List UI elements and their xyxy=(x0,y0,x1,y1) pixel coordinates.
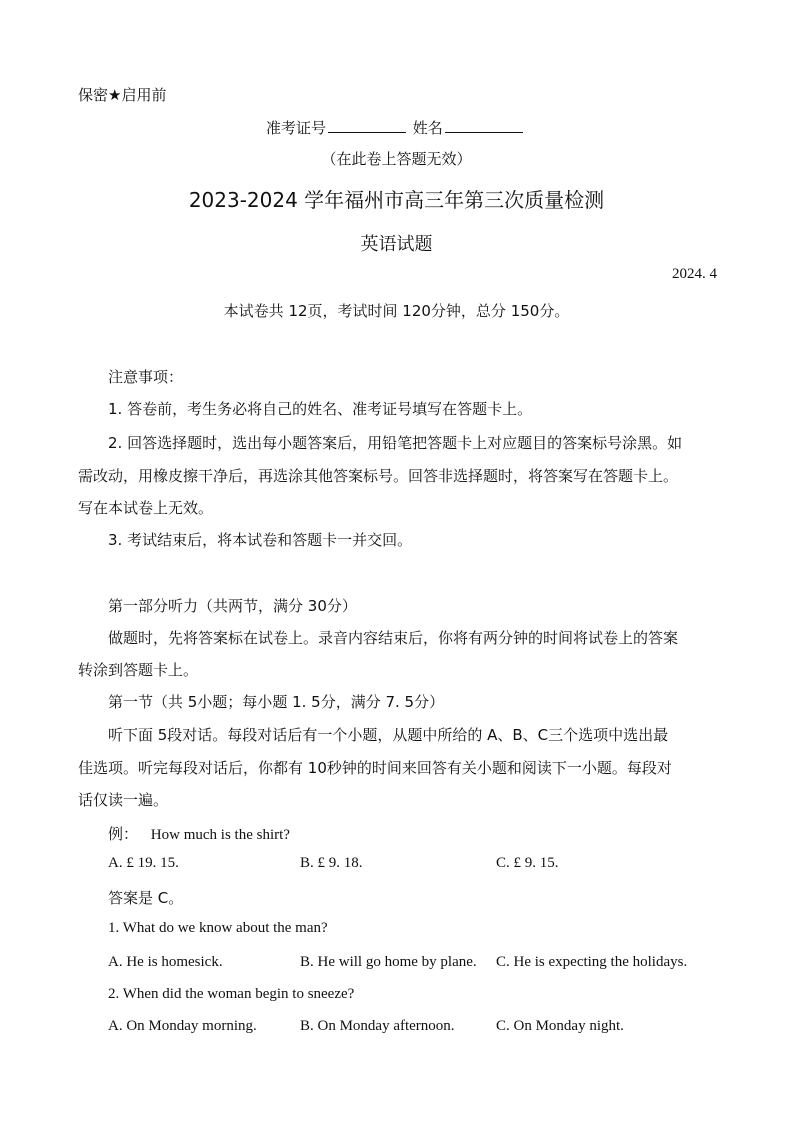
example-prefix: 例： xyxy=(108,825,139,843)
notice-item-2-line-3: 写在本试卷上无效。 xyxy=(78,499,214,517)
question-2-option-a: A. On Monday morning. xyxy=(108,1018,257,1034)
example-option-a: A. £ 19. 15. xyxy=(108,855,179,871)
confidential-mark: 保密★启用前 xyxy=(78,86,167,104)
notice-item-2-line-1: 2. 回答选择题时，选出每小题答案后，用铅笔把答题卡上对应题目的答案标号涂黑。如 xyxy=(108,434,683,452)
question-1-option-c: C. He is expecting the holidays. xyxy=(496,954,688,970)
exam-id-label: 准考证号 xyxy=(266,119,327,137)
listening-instr-line-2: 转涂到答题卡上。 xyxy=(78,661,199,679)
question-1-text: 1. What do we know about the man? xyxy=(108,920,328,936)
exam-title: 2023-2024 学年福州市高三年第三次质量检测 xyxy=(188,188,605,212)
notice-item-2-line-2: 需改动，用橡皮擦干净后，再选涂其他答案标号。回答非选择题时，将答案写在答题卡上。 xyxy=(78,467,679,485)
paper-info: 本试卷共 12页，考试时间 120分钟，总分 150分。 xyxy=(223,302,570,320)
example-option-c: C. £ 9. 15. xyxy=(496,855,559,871)
exam-date: 2024. 4 xyxy=(672,266,717,282)
listening-instr-line-1: 做题时，先将答案标在试卷上。录音内容结束后，你将有两分钟的时间将试卷上的答案 xyxy=(108,629,679,647)
section-instr-line-2: 佳选项。听完每段对话后，你都有 10秒钟的时间来回答有关小题和阅读下一小题。每段对 xyxy=(78,759,672,777)
example-line xyxy=(108,823,290,844)
name-blank xyxy=(445,118,523,133)
exam-id-blank xyxy=(328,118,406,133)
subject-title: 英语试题 xyxy=(360,234,433,255)
question-2-text: 2. When did the woman begin to sneeze? xyxy=(108,986,355,1002)
question-2-option-c: C. On Monday night. xyxy=(496,1018,624,1034)
exam-id-name-line xyxy=(266,117,525,138)
question-1-option-a: A. He is homesick. xyxy=(108,954,223,970)
section-title: 第一节（共 5小题；每小题 1. 5分，满分 7. 5分） xyxy=(108,693,445,711)
notice-item-1: 1. 答卷前，考生务必将自己的姓名、准考证号填写在答题卡上。 xyxy=(108,400,533,418)
invalid-note: （在此卷上答题无效） xyxy=(321,150,472,168)
listening-part-title: 第一部分听力（共两节，满分 30分） xyxy=(108,597,357,615)
notice-item-3: 3. 考试结束后，将本试卷和答题卡一并交回。 xyxy=(108,531,413,549)
section-instr-line-1: 听下面 5段对话。每段对话后有一个小题，从题中所给的 A、B、C三个选项中选出最 xyxy=(108,726,669,744)
question-2-option-b: B. On Monday afternoon. xyxy=(300,1018,455,1034)
notice-title: 注意事项： xyxy=(108,368,184,386)
example-question: How much is the shirt? xyxy=(150,827,290,843)
question-1-option-b: B. He will go home by plane. xyxy=(300,954,477,970)
example-option-b: B. £ 9. 18. xyxy=(300,855,363,871)
section-instr-line-3: 话仅读一遍。 xyxy=(78,791,169,809)
example-answer: 答案是 C。 xyxy=(108,889,184,907)
name-label: 姓名 xyxy=(412,119,443,137)
